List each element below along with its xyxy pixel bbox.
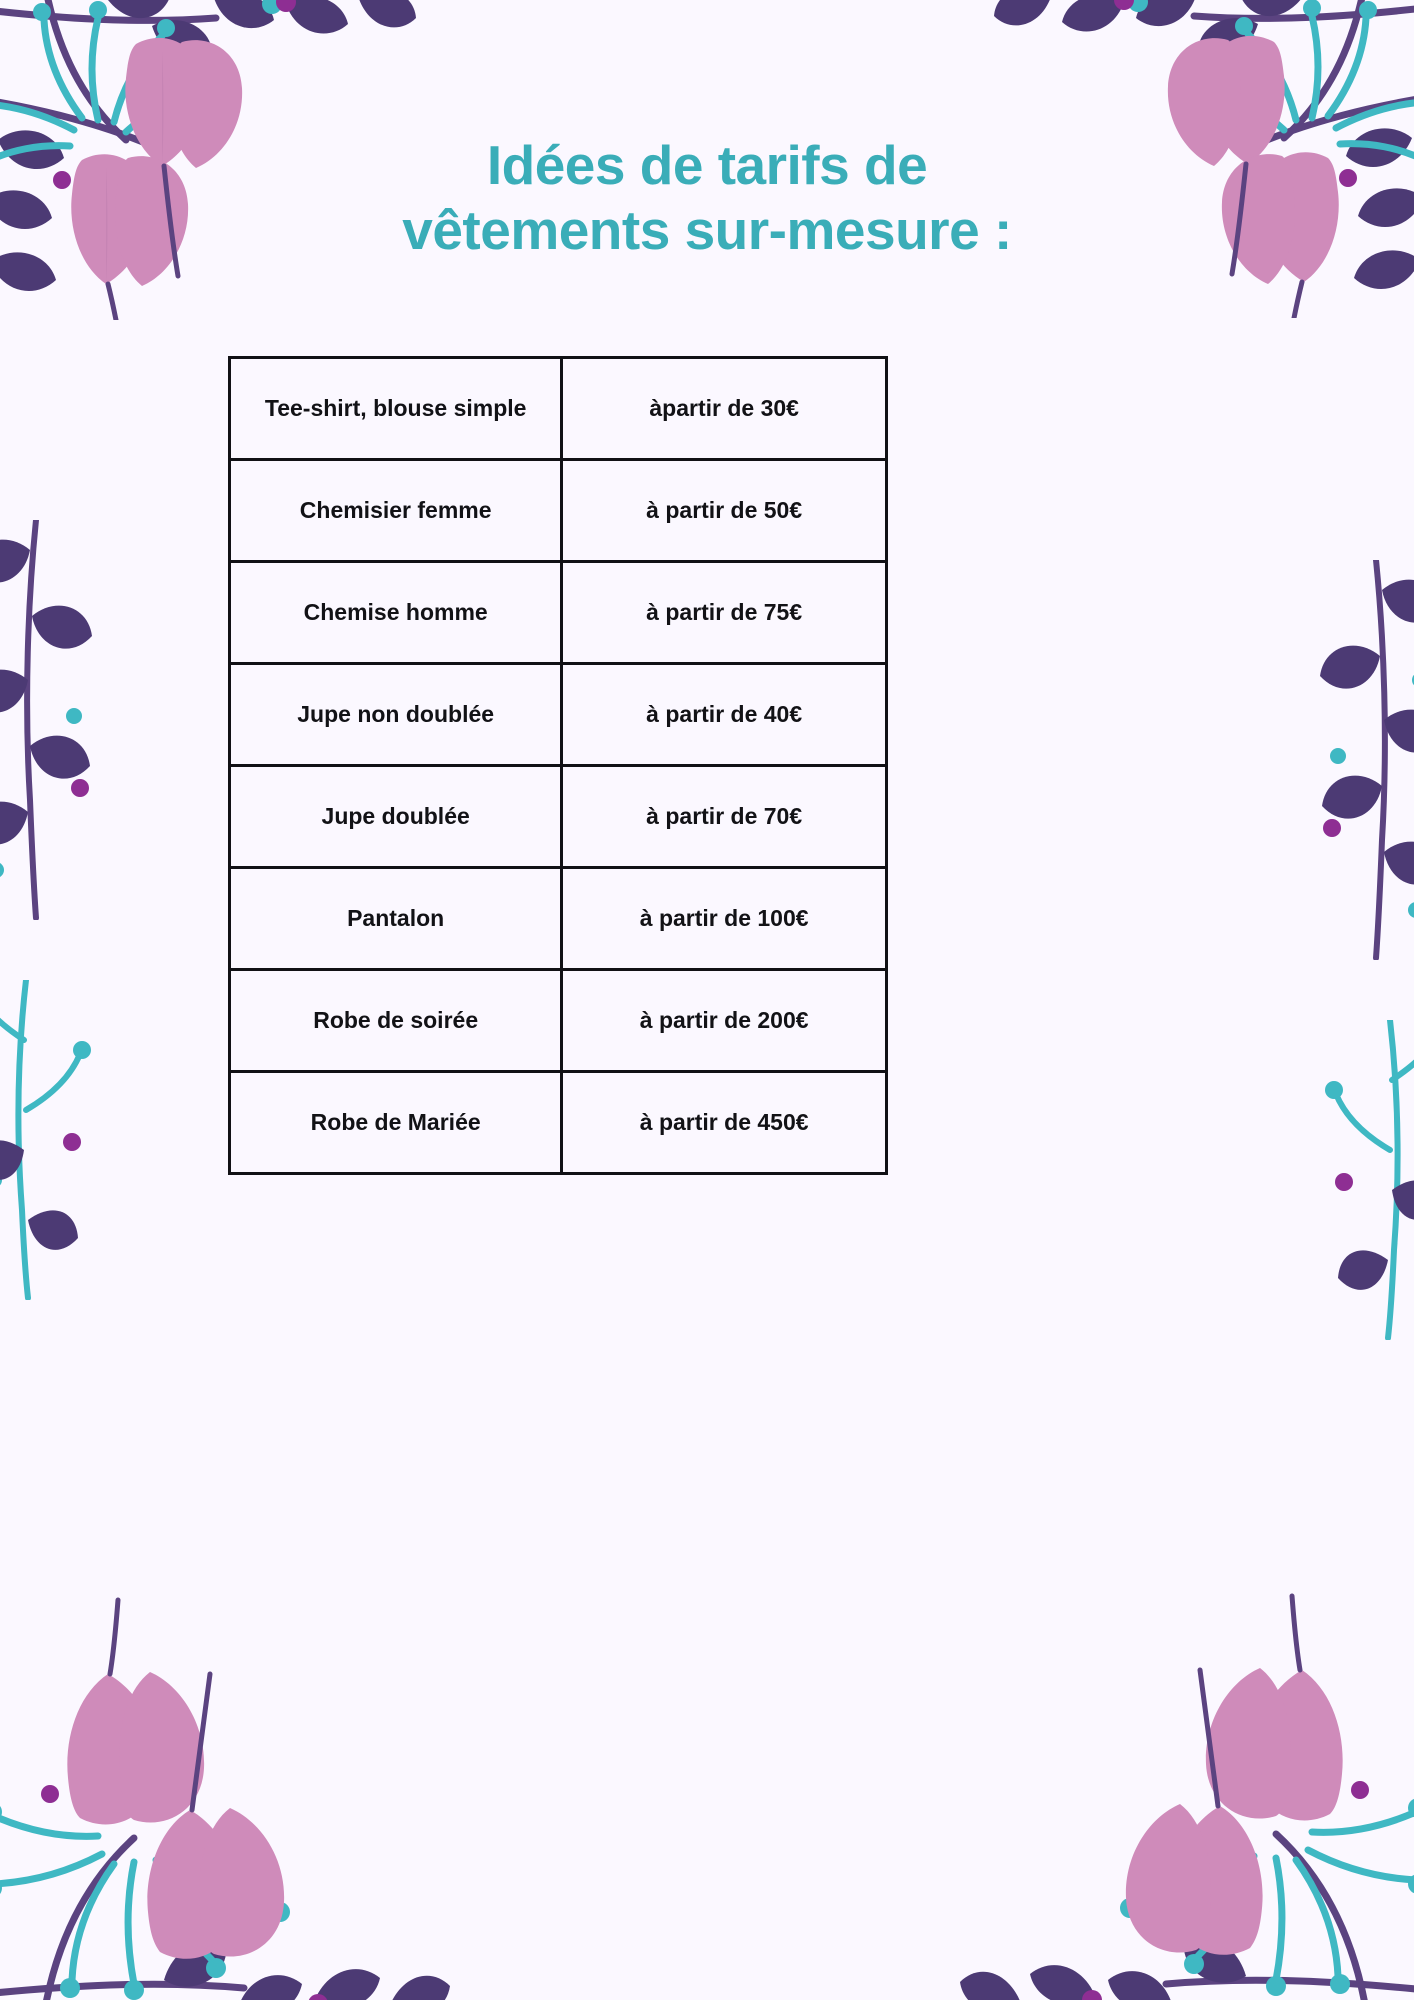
leaf-sprig-left-lower: [0, 980, 96, 1300]
table-cell-price: à partir de 450€: [562, 1072, 887, 1174]
leaf-sprig-right-lower: [1320, 1020, 1414, 1340]
table-cell-item: Robe de Mariée: [230, 1072, 562, 1174]
table-cell-price: à partir de 40€: [562, 664, 887, 766]
price-table-container: [228, 356, 888, 1175]
table-row: [230, 562, 887, 664]
table-row: [230, 1072, 887, 1174]
leaf-sprig-right: [1312, 560, 1414, 960]
table-cell-price: àpartir de 30€: [562, 358, 887, 460]
table-cell-price: à partir de 50€: [562, 460, 887, 562]
table-cell-item: Robe de soirée: [230, 970, 562, 1072]
page-title-line-2: vêtements sur-mesure :: [402, 198, 1012, 261]
page-title-line-1: Idées de tarifs de: [486, 134, 928, 196]
table-row: [230, 664, 887, 766]
table-row: [230, 358, 887, 460]
table-cell-item: Pantalon: [230, 868, 562, 970]
table-cell-price: à partir de 75€: [562, 562, 887, 664]
table-cell-item: Jupe doublée: [230, 766, 562, 868]
table-cell-price: à partir de 70€: [562, 766, 887, 868]
page-title: [0, 133, 1414, 263]
table-row: [230, 460, 887, 562]
table-cell-price: à partir de 200€: [562, 970, 887, 1072]
floral-ornament-bottom-left: [0, 1594, 454, 2000]
table-cell-item: Jupe non doublée: [230, 664, 562, 766]
table-row: [230, 766, 887, 868]
table-row: [230, 868, 887, 970]
table-row: [230, 970, 887, 1072]
leaf-sprig-left: [0, 520, 100, 920]
table-cell-item: Tee-shirt, blouse simple: [230, 358, 562, 460]
table-cell-item: Chemisier femme: [230, 460, 562, 562]
table-cell-item: Chemise homme: [230, 562, 562, 664]
floral-ornament-bottom-right: [956, 1590, 1414, 2000]
table-cell-price: à partir de 100€: [562, 868, 887, 970]
price-table: [228, 356, 888, 1175]
